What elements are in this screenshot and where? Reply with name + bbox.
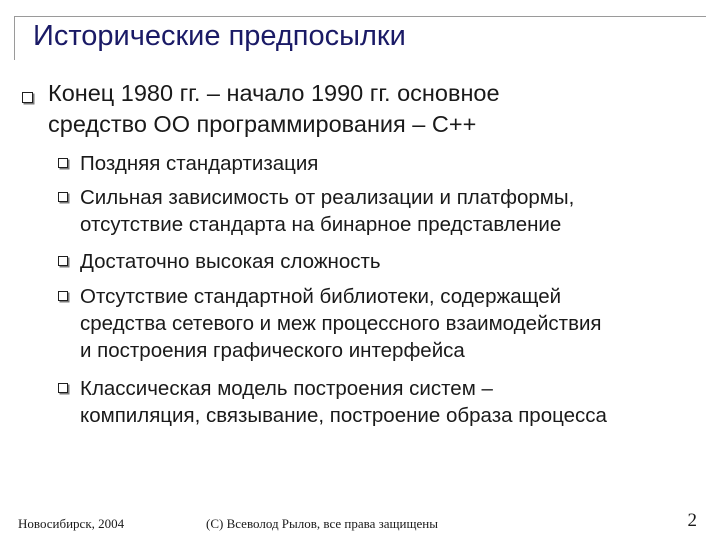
sub-point-line: Отсутствие стандартной библиотеки, содержащей: [80, 285, 562, 308]
sub-point: [80, 248, 710, 275]
title-frame-left: [14, 16, 15, 60]
bullet-square-icon: [58, 158, 68, 168]
main-point-line: средство ОО программирования – С++: [48, 111, 477, 137]
sub-point: [80, 375, 710, 429]
bullet-square-icon: [58, 256, 68, 266]
bullet-square-icon: [58, 192, 68, 202]
bullet-square-icon: [22, 92, 33, 103]
sub-point-line: Достаточно высокая сложность: [80, 250, 381, 273]
sub-point: [80, 184, 710, 238]
title-frame-top: [14, 16, 706, 17]
sub-point: [80, 150, 710, 177]
slide-title: Исторические предпосылки: [33, 20, 406, 52]
page-number: 2: [687, 510, 697, 531]
sub-point-line: и построения графического интерфейса: [80, 339, 465, 362]
main-point-line: Конец 1980 гг. – начало 1990 гг. основное: [48, 80, 500, 106]
sub-point: [80, 283, 710, 364]
bullet-square-icon: [58, 291, 68, 301]
sub-point-line: Классическая модель построения систем –: [80, 377, 493, 400]
main-point: [48, 78, 708, 140]
bullet-square-icon: [58, 383, 68, 393]
footer-city-year: Новосибирск, 2004: [18, 516, 125, 531]
sub-point-line: компиляция, связывание, построение образа процесса: [80, 404, 607, 427]
sub-point-line: Сильная зависимость от реализации и платформы,: [80, 186, 575, 209]
sub-point-line: средства сетевого и меж процессного взаимодействия: [80, 312, 602, 335]
sub-point-line: Поздняя стандартизация: [80, 152, 319, 175]
footer-copyright: (С) Всеволод Рылов, все права защищены: [206, 516, 438, 531]
sub-point-line: отсутствие стандарта на бинарное представление: [80, 213, 562, 236]
